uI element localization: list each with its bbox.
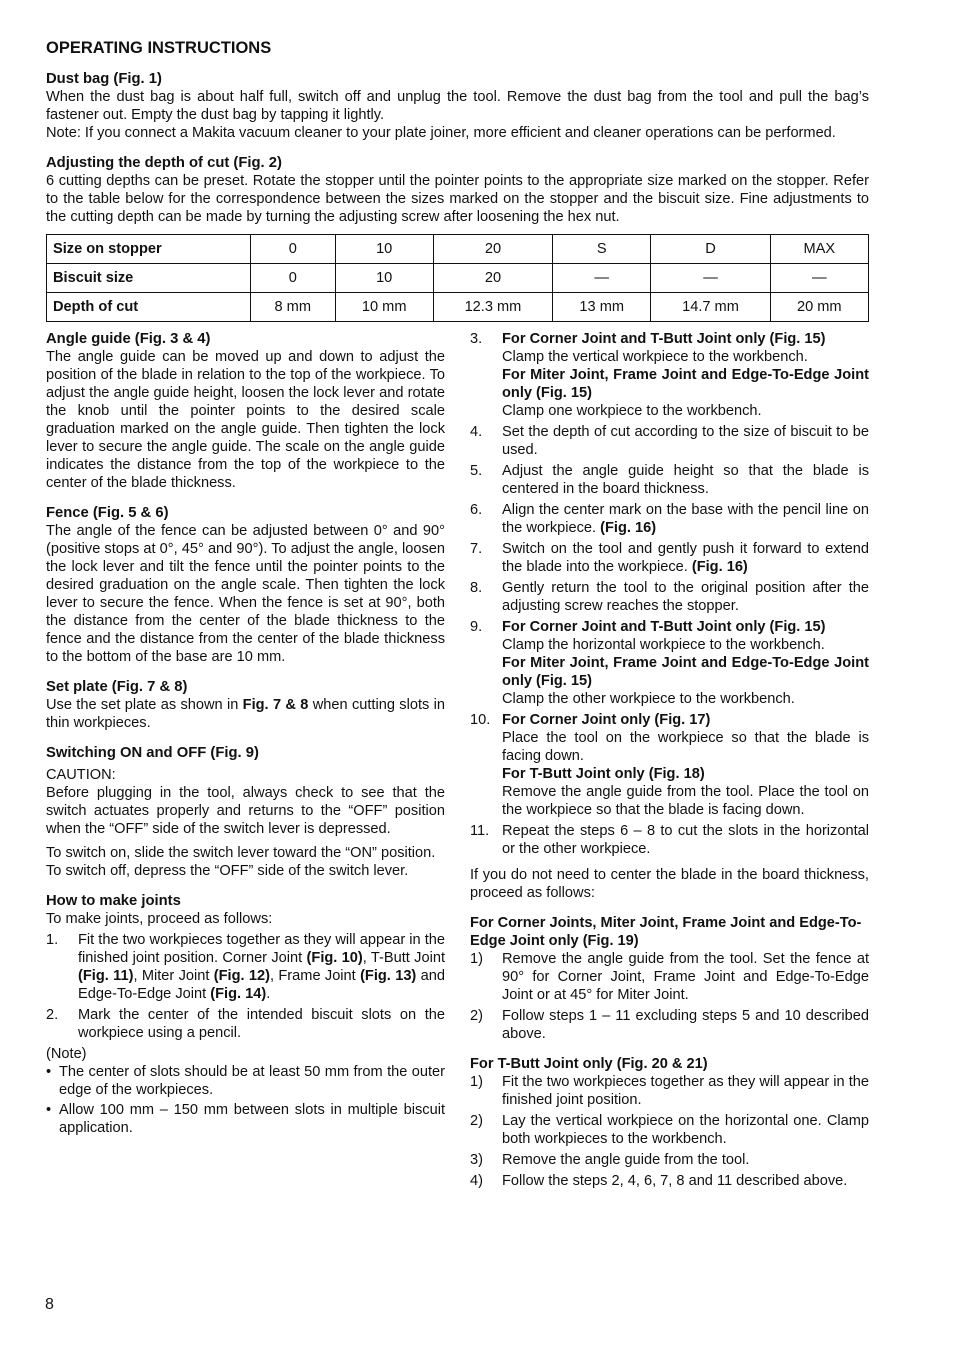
page-title: OPERATING INSTRUCTIONS	[46, 39, 272, 57]
corner-joints-subheading: For Corner Joints, Miter Joint, Frame Joint and Edge-To-Edge Joint only (Fig. 19)	[470, 915, 862, 949]
tbutt-steps	[470, 1073, 869, 1190]
caution-text: Before plugging in the tool, always check to see that the switch actuates properly and returns to the “OFF” position when the “OFF” side of the switch lever is depressed.	[46, 785, 445, 837]
fence-text: The angle of the fence can be adjusted between 0° and 90° (positive stops at 0°, 45° and 90°). To adjust the angle, loosen the lock lever and tilt the fence until the pointer points to the desired graduation on the angle scale. Then tighten the lock lever to secure the fence. When the fence is set at 90°, both the distance from the center of the blade thickness to the fence and the distance from the center of the blade thickness to the bottom of the base are 10 mm.	[46, 523, 445, 665]
step-text: Gently return the tool to the original position after the adjusting screw reaches the stopper.	[502, 580, 869, 614]
table-cell: 10	[335, 264, 433, 293]
step-text: Mark the center of the intended biscuit slots on the workpiece using a pencil.	[78, 1007, 445, 1041]
list-item	[470, 462, 869, 498]
step-number: 3)	[470, 1152, 483, 1168]
section-set-plate	[46, 678, 445, 732]
step-number: 7.	[470, 541, 483, 557]
step-number: 1)	[470, 951, 483, 967]
table-cell: —	[553, 264, 651, 293]
section-angle-guide	[46, 330, 445, 492]
bullet-text: The center of slots should be at least 50 mm from the outer edge of the workpieces.	[59, 1064, 445, 1098]
step-text: Remove the angle guide from the tool. Set the fence at 90° for Corner Joint, Frame Joint and Edge-To-Edge Joint or at 45° for Miter Joint.	[502, 951, 869, 1003]
step-number: 5.	[470, 463, 483, 479]
set-plate-heading: Set plate (Fig. 7 & 8)	[46, 679, 188, 695]
table-cell: 20	[433, 235, 552, 264]
list-item	[46, 1063, 445, 1099]
list-item	[470, 501, 869, 537]
step-text: , Miter Joint	[133, 968, 214, 984]
list-item	[470, 618, 869, 708]
step-number: 10.	[470, 712, 491, 728]
joints-intro: To make joints, proceed as follows:	[46, 911, 273, 927]
list-item	[470, 1172, 869, 1190]
list-item	[470, 1151, 869, 1169]
section-depth	[46, 154, 869, 226]
bullet-icon: •	[46, 1064, 52, 1080]
section-switching	[46, 744, 445, 880]
step-text: Place the tool on the workpiece so that the blade is facing down.	[502, 730, 869, 764]
step-subheading: For Miter Joint, Frame Joint and Edge-To-Edge Joint only (Fig. 15)	[502, 655, 869, 689]
table-row	[47, 264, 869, 293]
list-item	[470, 540, 869, 576]
list-item	[470, 822, 869, 858]
fig-ref: (Fig. 16)	[691, 559, 748, 575]
joints-steps	[46, 931, 445, 1042]
dust-bag-heading: Dust bag (Fig. 1)	[46, 71, 162, 87]
table-row	[47, 235, 869, 264]
two-column-body	[46, 330, 869, 1193]
fig-ref: (Fig. 10)	[306, 950, 363, 966]
dust-bag-text: When the dust bag is about half full, switch off and unplug the tool. Remove the dust bag from the tool and pull the bag’s fastener out. Empty the dust bag by tapping it lightly.	[46, 89, 869, 123]
list-item	[470, 1112, 869, 1148]
list-item	[470, 950, 869, 1004]
step-text: Follow steps 1 – 11 excluding steps 5 and 10 described above.	[502, 1008, 869, 1042]
step-number: 2)	[470, 1113, 483, 1129]
table-cell: 0	[251, 235, 336, 264]
no-center-text: If you do not need to center the blade in the board thickness, proceed as follows:	[470, 867, 869, 901]
list-item	[470, 423, 869, 459]
table-row	[47, 293, 869, 322]
step-text: .	[266, 986, 271, 1002]
angle-guide-heading: Angle guide (Fig. 3 & 4)	[46, 331, 211, 347]
left-column	[46, 330, 445, 1193]
list-item	[46, 931, 445, 1003]
section-joints	[46, 892, 445, 1137]
step-number: 9.	[470, 619, 483, 635]
table-cell: 8 mm	[251, 293, 336, 322]
table-cell: S	[553, 235, 651, 264]
table-cell: 13 mm	[553, 293, 651, 322]
set-plate-text-c: when cutting slots in thin workpieces.	[46, 697, 445, 731]
step-subheading: For Corner Joint and T-Butt Joint only (Fig. 15)	[502, 331, 826, 347]
step-number: 3.	[470, 331, 483, 347]
page-number: 8	[45, 1296, 54, 1313]
step-text: Repeat the steps 6 – 8 to cut the slots in the horizontal or the other workpiece.	[502, 823, 869, 857]
step-number: 4)	[470, 1173, 483, 1189]
table-row-label: Depth of cut	[47, 293, 251, 322]
step-text: Clamp the other workpiece to the workbench.	[502, 691, 795, 707]
switch-off-text: To switch off, depress the “OFF” side of the switch lever.	[46, 863, 409, 879]
caution-label: CAUTION:	[46, 767, 116, 783]
right-column	[470, 330, 869, 1193]
table-cell: 0	[251, 264, 336, 293]
bullet-icon: •	[46, 1102, 52, 1118]
list-item	[470, 711, 869, 819]
step-text: , T-Butt Joint	[362, 950, 445, 966]
list-item	[46, 1101, 445, 1137]
step-subheading: For Miter Joint, Frame Joint and Edge-To-Edge Joint only (Fig. 15)	[502, 367, 869, 401]
corner-joints-steps	[470, 950, 869, 1043]
fig-ref: (Fig. 12)	[213, 968, 270, 984]
dust-bag-note: Note: If you connect a Makita vacuum cleaner to your plate joiner, more efficient and cleaner operations can be performed.	[46, 125, 836, 141]
step-text: and Edge-To-Edge Joint	[78, 968, 445, 1002]
switch-on-text: To switch on, slide the switch lever toward the “ON” position.	[46, 845, 436, 861]
step-text: Lay the vertical workpiece on the horizontal one. Clamp both workpieces to the workbench.	[502, 1113, 869, 1147]
list-item	[470, 1073, 869, 1109]
list-item	[470, 1007, 869, 1043]
step-number: 2.	[46, 1007, 59, 1023]
joints-heading: How to make joints	[46, 893, 181, 909]
set-plate-text-a: Use the set plate as shown in	[46, 697, 243, 713]
step-text: Align the center mark on the base with the pencil line on the workpiece.	[502, 502, 869, 536]
note-bullets	[46, 1063, 445, 1137]
fig-ref: (Fig. 14)	[210, 986, 267, 1002]
step-text: Adjust the angle guide height so that the blade is centered in the board thickness.	[502, 463, 869, 497]
step-text: Remove the angle guide from the tool.	[502, 1152, 750, 1168]
bullet-text: Allow 100 mm – 150 mm between slots in multiple biscuit application.	[59, 1102, 445, 1136]
step-text: , Frame Joint	[270, 968, 361, 984]
table-cell: D	[651, 235, 770, 264]
list-item	[46, 1006, 445, 1042]
step-number: 2)	[470, 1008, 483, 1024]
step-text: Remove the angle guide from the tool. Place the tool on the workpiece so that the blade is facing down.	[502, 784, 869, 818]
table-row-label: Biscuit size	[47, 264, 251, 293]
table-cell: —	[770, 264, 868, 293]
fig-ref: (Fig. 13)	[360, 968, 417, 984]
fence-heading: Fence (Fig. 5 & 6)	[46, 505, 169, 521]
section-dust-bag	[46, 70, 869, 142]
list-item	[470, 330, 869, 420]
step-number: 1)	[470, 1074, 483, 1090]
table-cell: 14.7 mm	[651, 293, 770, 322]
note-label: (Note)	[46, 1046, 87, 1062]
table-cell: —	[651, 264, 770, 293]
step-number: 8.	[470, 580, 483, 596]
step-text: Clamp the horizontal workpiece to the workbench.	[502, 637, 825, 653]
table-cell: 12.3 mm	[433, 293, 552, 322]
page-content	[46, 38, 869, 1193]
step-number: 6.	[470, 502, 483, 518]
table-row-label: Size on stopper	[47, 235, 251, 264]
step-number: 11.	[470, 823, 490, 839]
switching-heading: Switching ON and OFF (Fig. 9)	[46, 745, 259, 761]
depth-text: 6 cutting depths can be preset. Rotate the stopper until the pointer points to the appropriate size marked on the stopper. Refer to the table below for the correspondence between the sizes marked on the stopper and the biscuit size. Fine adjustments to the cutting depth can be made by turning the adjusting screw after loosening the hex nut.	[46, 173, 869, 225]
table-cell: 10	[335, 235, 433, 264]
fig-ref: (Fig. 16)	[600, 520, 657, 536]
tbutt-subheading: For T-Butt Joint only (Fig. 20 & 21)	[470, 1056, 708, 1072]
set-plate-fig-ref: Fig. 7 & 8	[242, 697, 309, 713]
step-number: 1.	[46, 932, 59, 948]
table-cell: MAX	[770, 235, 868, 264]
section-fence	[46, 504, 445, 666]
set-plate-text	[46, 696, 445, 732]
step-text: Clamp one workpiece to the workbench.	[502, 403, 762, 419]
step-number: 4.	[470, 424, 483, 440]
step-text: Set the depth of cut according to the size of biscuit to be used.	[502, 424, 869, 458]
step-subheading: For T-Butt Joint only (Fig. 18)	[502, 766, 705, 782]
table-cell: 20	[433, 264, 552, 293]
table-cell: 10 mm	[335, 293, 433, 322]
step-text: Fit the two workpieces together as they will appear in the finished joint position. Corner Joint	[78, 932, 445, 966]
step-text: Switch on the tool and gently push it forward to extend the blade into the workpiece.	[502, 541, 869, 575]
angle-guide-text: The angle guide can be moved up and down to adjust the position of the blade in relation to the top of the workpiece. To adjust the angle guide height, loosen the lock lever and rotate the knob until the pointer points to the desired scale graduation marked on the angle guide. Then tighten the lock lever to secure the angle guide. The scale on the angle guide indicates the distance from the top of the workpiece to the center of the blade thickness.	[46, 349, 445, 491]
list-item	[470, 579, 869, 615]
depth-heading: Adjusting the depth of cut (Fig. 2)	[46, 155, 282, 171]
step-text: Follow the steps 2, 4, 6, 7, 8 and 11 described above.	[502, 1173, 848, 1189]
table-cell: 20 mm	[770, 293, 868, 322]
step-text: Clamp the vertical workpiece to the workbench.	[502, 349, 808, 365]
right-steps	[470, 330, 869, 858]
depth-table	[46, 234, 869, 322]
fig-ref: (Fig. 11)	[78, 968, 134, 984]
step-subheading: For Corner Joint only (Fig. 17)	[502, 712, 711, 728]
step-subheading: For Corner Joint and T-Butt Joint only (Fig. 15)	[502, 619, 826, 635]
step-text: Fit the two workpieces together as they will appear in the finished joint position.	[502, 1074, 869, 1108]
